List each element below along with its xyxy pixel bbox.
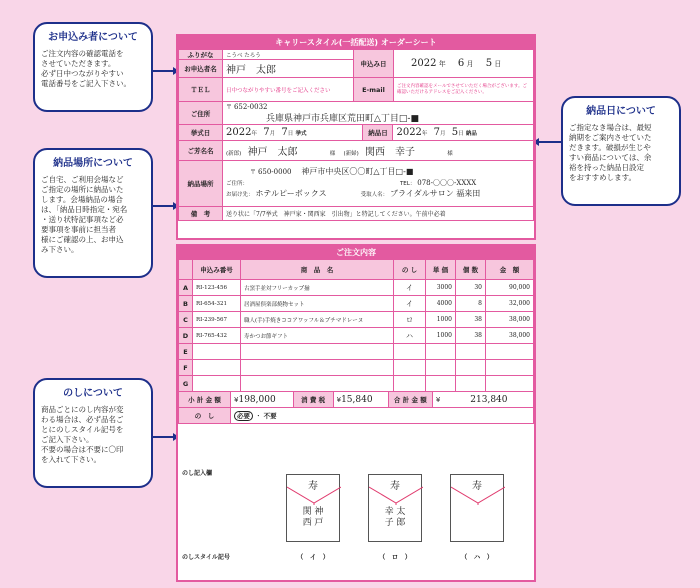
noshi-label: の し bbox=[179, 408, 231, 424]
date-table bbox=[178, 124, 534, 221]
ceremony-date[interactable] bbox=[223, 125, 363, 141]
day-unit: 日 bbox=[287, 131, 294, 137]
apply-date[interactable] bbox=[394, 50, 534, 78]
row-letter: B bbox=[179, 296, 193, 312]
callout-noshi bbox=[33, 378, 153, 488]
subtotal-value: 198,000 bbox=[238, 394, 276, 405]
ceremony-date-label: 挙式日 bbox=[179, 125, 223, 141]
venue-value: ホテルピーボックス bbox=[255, 189, 327, 198]
year-unit: 年 bbox=[251, 131, 257, 137]
callout-body: 商品ごとにのし内容が変 わる場合は、必ず品名ご とにのしスタイル記号を ご記入下さい。 不要の場合は不要に〇印 を入れて下さい。 bbox=[41, 405, 124, 464]
callout-body: ご自宅、ご利用会場など ご指定の場所に納品いた します。会場納品の場合 は、「納品日時指定・宛名 ・送り状特記事項など必 要事項を事前に担当者 様にご確認の上、お申込 み下さい。 bbox=[41, 175, 128, 254]
noshi-text-label: のし記入欄 bbox=[182, 470, 213, 477]
noshi-card[interactable] bbox=[286, 474, 340, 542]
noshi-cell[interactable] bbox=[394, 360, 426, 376]
item-cell[interactable]: 職人(手)手焼きココアワッフル＆プチマドレーヌ bbox=[241, 312, 394, 328]
yen-sign: ¥ bbox=[435, 395, 441, 404]
table-row bbox=[179, 296, 534, 312]
callout-body: ご指定なき場合は、最短 納期をご案内させていた だきます。破損が生じや すい商品については、余 裕を持った納品日設定 をおすすめします。 bbox=[569, 123, 652, 182]
table-row bbox=[179, 376, 534, 392]
sama: 様 bbox=[329, 151, 336, 157]
delivery-month: 7 bbox=[433, 127, 441, 138]
noshi-top-text: 寿 bbox=[390, 481, 400, 492]
qty-cell[interactable] bbox=[456, 344, 486, 360]
place-address-label: ご住所： bbox=[226, 181, 249, 187]
noshi-names: 幸 太 子 郎 bbox=[384, 507, 406, 528]
delivery-year: 2022 bbox=[396, 127, 422, 138]
yen-sign: ¥ bbox=[234, 395, 239, 404]
table-row bbox=[179, 280, 534, 296]
remarks-label: 備 考 bbox=[179, 207, 223, 221]
noshi-need[interactable]: 必要 bbox=[234, 411, 253, 421]
applicant-label: お申込者名 bbox=[179, 60, 223, 78]
noshi-choice[interactable] bbox=[231, 408, 534, 424]
email-label: E-mail bbox=[354, 78, 394, 102]
tel-label: ＴＥＬ bbox=[179, 78, 223, 102]
qty-cell[interactable] bbox=[456, 360, 486, 376]
apply-day: 5 bbox=[485, 58, 493, 69]
tax-label: 消 費 税 bbox=[293, 392, 333, 408]
noshi-style-label: のしスタイル記号 bbox=[182, 554, 230, 561]
arrow-noshi bbox=[153, 436, 175, 438]
noshi-separator: ・ bbox=[255, 412, 262, 420]
venue-label: お届け先： bbox=[226, 192, 254, 198]
row-letter: F bbox=[179, 360, 193, 376]
price-cell[interactable] bbox=[426, 344, 456, 360]
ceremony-suffix: 挙式 bbox=[295, 131, 307, 137]
callout-title: 納品場所について bbox=[53, 158, 133, 169]
ceremony-month: 7 bbox=[263, 127, 270, 138]
code-cell[interactable]: RI-123-456 bbox=[193, 280, 241, 296]
item-cell[interactable]: 寿かつお節ギフト bbox=[241, 328, 394, 344]
callout-applicant bbox=[33, 22, 153, 112]
tel-field[interactable]: 日中つながりやすい番号をご記入ください bbox=[223, 78, 354, 102]
order-sheet-top bbox=[176, 34, 536, 240]
noshi-cell[interactable]: イ bbox=[394, 296, 426, 312]
row-letter: C bbox=[179, 312, 193, 328]
address-label: ご住所 bbox=[179, 102, 223, 125]
amount-cell[interactable] bbox=[486, 376, 534, 392]
noshi-cell[interactable] bbox=[394, 344, 426, 360]
noshi-top-text: 寿 bbox=[308, 481, 318, 492]
arrow-delivery-place bbox=[153, 205, 175, 207]
table-row bbox=[179, 312, 534, 328]
groom-label: (新郎) bbox=[226, 151, 242, 157]
code-cell[interactable] bbox=[193, 344, 241, 360]
noshi-names: 関 神 西 戸 bbox=[302, 507, 324, 528]
noshi-cell[interactable] bbox=[394, 376, 426, 392]
delivery-suffix: 納品 bbox=[465, 131, 477, 137]
noshi-top-text: 寿 bbox=[472, 481, 482, 492]
subtotal-field[interactable] bbox=[231, 392, 294, 408]
year-unit: 年 bbox=[421, 131, 428, 137]
address-value: 兵庫県神戸市兵庫区荒田町△丁目□-■ bbox=[266, 114, 419, 124]
amount-cell[interactable] bbox=[486, 344, 534, 360]
amount-cell[interactable]: 32,000 bbox=[486, 296, 534, 312]
price-cell[interactable] bbox=[426, 360, 456, 376]
apply-year: 2022 bbox=[411, 58, 437, 69]
qty-cell[interactable]: 30 bbox=[456, 280, 486, 296]
row-letter: G bbox=[179, 376, 193, 392]
noshi-header: の し bbox=[394, 260, 426, 280]
day-unit: 日 bbox=[494, 60, 502, 68]
callout-title: のしについて bbox=[63, 388, 123, 399]
apply-date-label: 申込み日 bbox=[354, 50, 394, 78]
order-table bbox=[178, 259, 534, 392]
total-label: 合 計 金 額 bbox=[388, 392, 432, 408]
delivery-date-label: 納品日 bbox=[363, 125, 393, 141]
callout-delivery-date bbox=[561, 96, 681, 206]
table-row bbox=[179, 344, 534, 360]
code-cell[interactable]: RI-765-432 bbox=[193, 328, 241, 344]
applicant-value[interactable]: 神戸 太郎 bbox=[223, 60, 354, 78]
noshi-card[interactable] bbox=[368, 474, 422, 542]
callout-title: 納品日について bbox=[586, 106, 656, 117]
noshi-style-code[interactable]: （ イ ） bbox=[296, 553, 330, 561]
item-cell[interactable]: 古窯手並対フリーカップ揃 bbox=[241, 280, 394, 296]
bride-label: (新婦) bbox=[343, 151, 359, 157]
qty-cell[interactable]: 38 bbox=[456, 328, 486, 344]
totals-table bbox=[178, 391, 534, 424]
groom-name: 神戸 太郎 bbox=[247, 147, 298, 158]
place-address: 神戸市中央区〇〇町△丁目□-■ bbox=[301, 167, 414, 176]
price-header: 単 価 bbox=[426, 260, 456, 280]
price-cell[interactable]: 4000 bbox=[426, 296, 456, 312]
ceremony-year: 2022 bbox=[226, 127, 252, 138]
sama: 様 bbox=[447, 151, 453, 157]
table-row bbox=[179, 360, 534, 376]
noshi-cell[interactable]: ロ bbox=[394, 312, 426, 328]
amount-header: 金 額 bbox=[486, 260, 534, 280]
callout-delivery-place bbox=[33, 148, 153, 278]
qty-cell[interactable] bbox=[456, 376, 486, 392]
noshi-noneed[interactable]: 不要 bbox=[263, 412, 277, 420]
noshi-card[interactable] bbox=[450, 474, 504, 542]
apply-month: 6 bbox=[457, 58, 465, 69]
qty-header: 個 数 bbox=[456, 260, 486, 280]
item-cell[interactable] bbox=[241, 360, 394, 376]
order-title: ご注文内容 bbox=[178, 246, 534, 259]
yen-sign: ¥ bbox=[336, 395, 342, 404]
row-letter: E bbox=[179, 344, 193, 360]
year-unit: 年 bbox=[438, 60, 446, 68]
table-row bbox=[179, 328, 534, 344]
item-cell[interactable]: 居酒屋倶楽部焼物セット bbox=[241, 296, 394, 312]
remarks-field[interactable]: 送り状に「7/7挙式 神戸家・関西家 引出物」と特記してください。午前中必着 bbox=[223, 207, 534, 221]
amount-cell[interactable]: 90,000 bbox=[486, 280, 534, 296]
amount-cell[interactable]: 38,000 bbox=[486, 328, 534, 344]
arrow-delivery-date bbox=[537, 141, 561, 143]
month-unit: 月 bbox=[466, 60, 474, 68]
recipient-label: ご芳名名 bbox=[179, 141, 223, 161]
zip-mark: 〒 bbox=[226, 104, 233, 111]
item-cell[interactable] bbox=[241, 376, 394, 392]
noshi-cell[interactable]: イ bbox=[394, 280, 426, 296]
code-cell[interactable]: RI-239-567 bbox=[193, 312, 241, 328]
month-unit: 月 bbox=[440, 131, 446, 137]
item-cell[interactable] bbox=[241, 344, 394, 360]
delivery-date[interactable] bbox=[393, 125, 534, 141]
bride-name: 関西 幸子 bbox=[365, 147, 416, 158]
delivery-place-field[interactable] bbox=[223, 161, 534, 207]
delivery-day: 5 bbox=[451, 127, 459, 138]
price-cell[interactable]: 1000 bbox=[426, 328, 456, 344]
code-cell[interactable] bbox=[193, 360, 241, 376]
callout-body: ご注文内容の確認電話を させていただきます。 必ず日中つながりやすい 電話番号をご記入下さい。 bbox=[41, 49, 131, 88]
qty-cell[interactable]: 38 bbox=[456, 312, 486, 328]
item-header: 商 品 名 bbox=[241, 260, 394, 280]
day-unit: 日 bbox=[458, 131, 464, 137]
callout-title: お申込み者について bbox=[48, 32, 138, 43]
applicant-table bbox=[178, 49, 534, 125]
place-zip: 650-0000 bbox=[257, 168, 292, 176]
amount-cell[interactable] bbox=[486, 360, 534, 376]
recipient-field[interactable] bbox=[223, 141, 534, 161]
arrow-applicant bbox=[153, 70, 175, 72]
zip-mark: 〒 bbox=[250, 169, 257, 176]
noshi-style-code[interactable]: （ ハ ） bbox=[460, 553, 494, 561]
receiver-value: ブライダルサロン 福来田 bbox=[390, 189, 481, 198]
amount-cell[interactable]: 38,000 bbox=[486, 312, 534, 328]
delivery-place-label: 納品場所 bbox=[179, 161, 223, 207]
order-content-sheet bbox=[176, 244, 536, 582]
tax-value: 15,840 bbox=[341, 394, 373, 405]
zip-value: 652-0032 bbox=[233, 103, 268, 111]
noshi-style-code[interactable]: （ ロ ） bbox=[378, 553, 412, 561]
furigana-value[interactable]: こうべ たろう bbox=[223, 50, 354, 60]
row-letter: D bbox=[179, 328, 193, 344]
noshi-cell[interactable]: ハ bbox=[394, 328, 426, 344]
place-tel-label: TEL： bbox=[399, 181, 416, 187]
place-tel: 078-〇〇〇-XXXX bbox=[417, 179, 477, 187]
row-letter-header bbox=[179, 260, 193, 280]
total-field[interactable] bbox=[432, 392, 533, 408]
total-value: 213,840 bbox=[470, 394, 508, 405]
receiver-label: 受取人名： bbox=[360, 192, 389, 198]
subtotal-label: 小 計 金 額 bbox=[179, 392, 231, 408]
email-field[interactable]: ご注文内容確認をメールでさせていただく場合がございます。ご確認いただけるアドレスをご記入ください。 bbox=[394, 78, 534, 102]
address-field[interactable] bbox=[223, 102, 534, 125]
qty-cell[interactable]: 8 bbox=[456, 296, 486, 312]
code-header: 申込み番号 bbox=[193, 260, 241, 280]
price-cell[interactable]: 3000 bbox=[426, 280, 456, 296]
ceremony-day: 7 bbox=[281, 127, 288, 138]
sheet-title: キャリースタイル(一括配送) オーダーシート bbox=[178, 36, 534, 49]
price-cell[interactable] bbox=[426, 376, 456, 392]
code-cell[interactable]: RI-654-321 bbox=[193, 296, 241, 312]
code-cell[interactable] bbox=[193, 376, 241, 392]
furigana-label: ふりがな bbox=[179, 50, 223, 60]
price-cell[interactable]: 1000 bbox=[426, 312, 456, 328]
month-unit: 月 bbox=[269, 131, 276, 137]
tax-field[interactable] bbox=[333, 392, 388, 408]
row-letter: A bbox=[179, 280, 193, 296]
